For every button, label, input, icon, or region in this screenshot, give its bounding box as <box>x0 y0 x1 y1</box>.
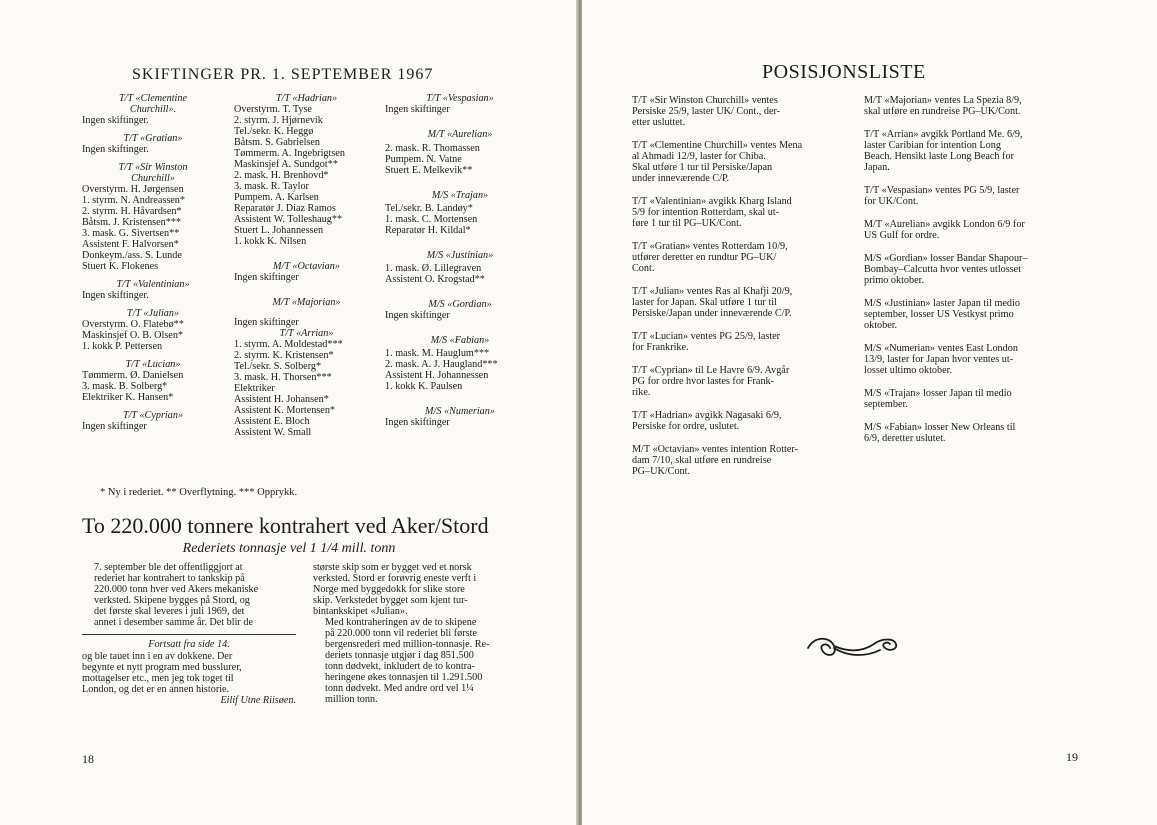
text-line: T/T «Hadrian» avgikk Nagasaki 6/9, <box>632 410 782 421</box>
position-entry <box>632 331 847 353</box>
text-line: PG for ordre hvor lastes for Frank- <box>632 376 775 387</box>
crew-line: Båtsm. S. Gabrielsen <box>234 137 321 148</box>
text-line: Skal utføre 1 tur til Persiske/Japan <box>632 162 773 173</box>
ship-name-cont: Churchill» <box>131 173 175 184</box>
crew-block <box>82 359 224 403</box>
ship-name: M/T «Majorian» <box>272 297 341 308</box>
crew-line: Ingen skiftinger <box>82 421 147 432</box>
text-line: tonn dødvekt, inkludert de to kontra- <box>325 661 475 672</box>
crew-column-2 <box>234 93 379 438</box>
text-line: T/T «Arrian» avgikk Portland Me. 6/9, <box>864 129 1023 140</box>
text-line: T/T «Lucian» ventes PG 25/9, laster <box>632 331 781 342</box>
crew-block <box>234 328 379 438</box>
crew-line: Maskinsjef O. B. Olsen* <box>82 330 184 341</box>
crew-line: 1. mask. C. Mortensen <box>385 214 478 225</box>
text-line: laster Caribian for intention Long <box>864 140 1001 151</box>
divider <box>82 634 296 635</box>
text-line: verksted. Stord er forøvrig eneste verft i <box>313 573 477 584</box>
crew-line: 1. kokk K. Paulsen <box>385 381 463 392</box>
text-line: Norge med byggedokk for slike store <box>313 584 465 595</box>
crew-column-3 <box>385 93 535 428</box>
crew-line: Overstyrm. O. Flatebø** <box>82 319 184 330</box>
ship-name: T/T «Hadrian» <box>275 93 338 104</box>
position-entry <box>864 343 1084 376</box>
crew-line: Tømmerm. A. Ingebrigtsen <box>234 148 345 159</box>
crew-line: 3. mask. G. Sivertsen** <box>82 228 180 239</box>
crew-line: Ingen skiftinger. <box>82 144 149 155</box>
text-line: Med kontraheringen av de to skipene <box>325 617 477 628</box>
text-line: det første skal leveres i juli 1969, det <box>94 606 245 617</box>
crew-line: 1. kokk K. Nilsen <box>234 236 307 247</box>
crew-line: Ingen skiftinger. <box>82 115 149 126</box>
crew-line: Ingen skiftinger <box>234 272 299 283</box>
text-line: heringene økes tonnasjen til 1.291.500 <box>325 672 483 683</box>
text-line: Bombay–Calcutta hvor ventes utlosset <box>864 264 1022 275</box>
crew-line: Assistent H. Johannessen <box>385 370 489 381</box>
text-line: al Ahmadi 12/9, laster for Chiba. <box>632 151 766 162</box>
text-line: verksted. Skipene bygges på Stord, og <box>94 595 250 606</box>
crew-block <box>385 190 535 236</box>
crew-line: Assistent E. Bloch <box>234 416 310 427</box>
crew-block <box>234 297 379 328</box>
text-line: losset ultimo oktober. <box>864 365 953 376</box>
text-line: under inneværende C/P. <box>632 173 730 184</box>
crew-line: 1. mask. M. Hauglum*** <box>385 348 490 359</box>
text-line: på 220.000 tonn vil rederiet bli første <box>325 628 477 639</box>
position-entry <box>864 129 1084 173</box>
text-line: begynte et nytt program med busslurer, <box>82 662 242 673</box>
author-signature: Eilif Utne Riisøen. <box>220 695 296 706</box>
crew-block <box>385 93 535 115</box>
crew-block <box>82 279 224 301</box>
text-line: Persiske/Japan under inneværende C/P. <box>632 308 792 319</box>
position-list-title: POSISJONSLISTE <box>762 61 926 83</box>
text-line: T/T «Valentinian» avgikk Kharg Island <box>632 196 792 207</box>
crew-block <box>385 299 535 321</box>
left-page <box>0 0 578 825</box>
crew-line: 3. mask. B. Solberg* <box>82 381 168 392</box>
text-line: US Gulf for ordre. <box>864 230 940 241</box>
crew-line: 2. styrm. K. Kristensen* <box>234 350 334 361</box>
ship-name: M/T «Aurelian» <box>427 129 493 140</box>
crew-line: Pumpem. N. Vatne <box>385 154 462 165</box>
crew-line: 1. kokk P. Pettersen <box>82 341 163 352</box>
text-line: tonn dødvekt. Med andre ord vel 1¼ <box>325 683 474 694</box>
ship-name: M/S «Numerian» <box>425 406 495 417</box>
ship-name: T/T «Cyprian» <box>122 410 184 421</box>
position-entry <box>864 388 1084 410</box>
text-line: Cont. <box>632 263 655 274</box>
crew-line: Assistent W. Small <box>234 427 312 438</box>
crew-column-1 <box>82 93 224 432</box>
text-line: september, losser US Vestkyst primo <box>864 309 1014 320</box>
position-entry <box>632 95 847 128</box>
crew-line: Elektriker <box>234 383 275 394</box>
page-number: 18 <box>82 752 94 766</box>
crew-line: Tel./sekr. S. Solberg* <box>234 361 322 372</box>
text-line: T/T «Julian» ventes Ras al Khafji 20/9, <box>632 286 793 297</box>
text-line: for Frankrike. <box>632 342 689 353</box>
ship-name: T/T «Valentinian» <box>116 279 190 290</box>
crew-block <box>385 335 535 392</box>
crew-line: Maskinsjef A. Sundgot** <box>234 159 338 170</box>
position-entry <box>632 365 847 398</box>
article-paragraph <box>313 562 527 617</box>
ship-name: M/T «Octavian» <box>273 261 340 272</box>
crew-line: Assistent H. Johansen* <box>234 394 329 405</box>
position-entry <box>864 185 1084 207</box>
text-line: bergensrederi med million-tonnasje. Re- <box>325 639 490 650</box>
crew-line: Båtsm. J. Kristensen*** <box>82 217 182 228</box>
text-line: 7. september ble det offentliggjort at <box>94 562 243 573</box>
article-subheadline: Rederiets tonnasje vel 1 1/4 mill. tonn <box>182 541 396 556</box>
text-line: 6/9, deretter uslutet. <box>864 433 946 444</box>
text-line: oktober. <box>864 320 898 331</box>
crew-block <box>385 406 535 428</box>
ship-name: M/S «Fabian» <box>430 335 490 346</box>
crew-line: 2. mask. H. Brenhovd* <box>234 170 329 181</box>
crew-line: 1. styrm. N. Andreassen* <box>82 195 185 206</box>
text-line: største skip som er bygget ved et norsk <box>313 562 472 573</box>
text-line: T/T «Cyprian» til Le Havre 6/9. Avgår <box>632 365 790 376</box>
text-line: rike. <box>632 387 651 398</box>
text-line: T/T «Sir Winston Churchill» ventes <box>632 95 778 106</box>
crew-block <box>82 410 224 432</box>
crew-block <box>385 250 535 285</box>
article-column-left <box>82 562 296 706</box>
ship-name: T/T «Gratian» <box>123 133 183 144</box>
article-paragraph <box>82 562 296 628</box>
crew-block <box>82 133 224 155</box>
continued-paragraph <box>82 651 296 695</box>
ship-name: M/S «Trajan» <box>431 190 489 201</box>
text-line: mottagelser etc., men jeg tok toget til <box>82 673 234 684</box>
crew-line: Elektriker K. Hansen* <box>82 392 174 403</box>
ship-name-cont: Churchill». <box>129 104 177 115</box>
crew-line: Assistent O. Krogstad** <box>385 274 485 285</box>
crew-line: 1. mask. Ø. Lillegraven <box>385 263 482 274</box>
crew-block <box>82 162 224 272</box>
crew-line: Ingen skiftinger <box>385 104 450 115</box>
ship-name: M/S «Gordian» <box>428 299 492 310</box>
text-line: 13/9, laster for Japan hvor ventes ut- <box>864 354 1014 365</box>
text-line: september. <box>864 399 908 410</box>
text-line: dam 7/10, skal utføre en rundreise <box>632 455 772 466</box>
ship-name: T/T «Clementine <box>118 93 187 104</box>
text-line: M/S «Justinian» laster Japan til medio <box>864 298 1020 309</box>
text-line: etter usluttet. <box>632 117 686 128</box>
crew-line: Tel./sekr. B. Landøy* <box>385 203 473 214</box>
position-entry <box>864 219 1084 241</box>
text-line: M/S «Numerian» ventes East London <box>864 343 1018 354</box>
article-headline: To 220.000 tonnere kontrahert ved Aker/Stord <box>82 513 489 538</box>
text-line: bintankskipet «Julian». <box>313 606 408 617</box>
crew-line: Tel./sekr. K. Heggø <box>234 126 314 137</box>
position-entry <box>864 298 1084 331</box>
crew-line: Ingen skiftinger. <box>82 290 149 301</box>
position-entry <box>632 140 847 184</box>
position-entry <box>632 444 847 477</box>
crew-block <box>385 129 535 176</box>
crew-line: Reparatør J. Diaz Ramos <box>234 203 336 214</box>
ship-name: T/T «Lucian» <box>125 359 181 370</box>
crew-line: Stuert E. Melkevik** <box>385 165 473 176</box>
crew-line: Stuert K. Flokenes <box>82 261 159 272</box>
position-entry <box>632 410 847 432</box>
text-line: T/T «Clementine Churchill» ventes Mena <box>632 140 803 151</box>
crew-block <box>82 308 224 352</box>
crew-line: 3. mask. R. Taylor <box>234 181 309 192</box>
text-line: og ble tauet inn i en av dokkene. Der <box>82 651 233 662</box>
continued-from-label: Fortsatt fra side 14. <box>148 639 230 650</box>
crew-line: Ingen skiftinger <box>234 317 299 328</box>
ship-name: T/T «Arrian» <box>279 328 334 339</box>
text-line: M/S «Gordian» losser Bandar Shapour– <box>864 253 1028 264</box>
text-line: M/T «Aurelian» avgikk London 6/9 for <box>864 219 1025 230</box>
text-line: M/S «Trajan» losser Japan til medio <box>864 388 1012 399</box>
crew-line: 2. mask. R. Thomassen <box>385 143 480 154</box>
position-column-1 <box>632 95 847 489</box>
crew-line: Reparatør H. Kildal* <box>385 225 471 236</box>
text-line: føre 1 tur til PG–UK/Cont. <box>632 218 742 229</box>
text-line: T/T «Gratian» ventes Rotterdam 10/9, <box>632 241 788 252</box>
crew-line: 2. styrm. J. Hjørnevik <box>234 115 323 126</box>
crew-block <box>234 261 379 283</box>
text-line: utfører deretter en rundtur PG–UK/ <box>632 252 777 263</box>
text-line: Beach. Hensikt laste Long Beach for <box>864 151 1014 162</box>
position-entry <box>632 286 847 319</box>
position-column-2 <box>864 95 1084 456</box>
crew-line: Assistent K. Mortensen* <box>234 405 336 416</box>
text-line: annet i desember samme år. Det blir de <box>94 617 253 628</box>
text-line: M/T «Majorian» ventes La Spezia 8/9, <box>864 95 1022 106</box>
position-entry <box>864 95 1084 117</box>
text-line: M/S «Fabian» losser New Orleans til <box>864 422 1016 433</box>
crew-changes-title: SKIFTINGER PR. 1. SEPTEMBER 1967 <box>132 66 434 83</box>
page-number: 19 <box>1066 750 1078 764</box>
crew-line: Donkeym./ass. S. Lunde <box>82 250 182 261</box>
crew-line: 3. mask. H. Thorsen*** <box>234 372 332 383</box>
article-column-right <box>313 562 527 705</box>
text-line: deriets tonnasje utgjør i dag 851.500 <box>325 650 474 661</box>
crew-line: Assistent W. Tolleshaug** <box>234 214 343 225</box>
text-line: skip. Verkstedet bygget som kjent tur- <box>313 595 468 606</box>
text-line: Japan. <box>864 162 890 173</box>
text-line: London, og det er en annen historie. <box>82 684 230 695</box>
crew-line: Stuert L. Johannessen <box>234 225 324 236</box>
text-line: T/T «Vespasian» ventes PG 5/9, laster <box>864 185 1020 196</box>
text-line: 220.000 tonn hver ved Akers mekaniske <box>94 584 259 595</box>
crew-line: 2. styrm. H. Håvardsen* <box>82 206 182 217</box>
position-entry <box>632 241 847 274</box>
ship-name: T/T «Vespasian» <box>426 93 494 104</box>
crew-line: Tømmerm. Ø. Danielsen <box>82 370 184 381</box>
text-line: for UK/Cont. <box>864 196 919 207</box>
crew-line: Overstyrm. T. Tyse <box>234 104 312 115</box>
position-entry <box>864 422 1084 444</box>
text-line: skal utføre en rundreise PG–UK/Cont. <box>864 106 1021 117</box>
text-line: million tonn. <box>325 694 378 705</box>
text-line: 5/9 for intention Rotterdam, skal ut- <box>632 207 780 218</box>
crew-line: 1. styrm. A. Moldestad*** <box>234 339 343 350</box>
crew-line: 2. mask. A. J. Haugland*** <box>385 359 498 370</box>
ship-name: T/T «Julian» <box>126 308 180 319</box>
crew-line: Ingen skiftinger <box>385 417 450 428</box>
crew-line: Ingen skiftinger <box>385 310 450 321</box>
legend-footnote: * Ny i rederiet. ** Overflytning. *** Opprykk. <box>100 487 298 498</box>
text-line: rederiet har kontrahert to tankskip på <box>94 573 245 584</box>
position-entry <box>632 196 847 229</box>
text-line: Persiske 25/9, laster UK/ Cont., der- <box>632 106 781 117</box>
flourish-ornament-icon <box>804 630 900 660</box>
crew-block <box>234 93 379 247</box>
position-entry <box>864 253 1084 286</box>
ship-name: M/S «Justinian» <box>426 250 494 261</box>
text-line: M/T «Octavian» ventes intention Rotter- <box>632 444 798 455</box>
crew-line: Overstyrm. H. Jørgensen <box>82 184 184 195</box>
text-line: laster for Japan. Skal utføre 1 tur til <box>632 297 777 308</box>
text-line: primo oktober. <box>864 275 924 286</box>
article-paragraph <box>313 617 527 705</box>
crew-block <box>82 93 224 126</box>
crew-line: Assistent F. Halvorsen* <box>82 239 179 250</box>
ship-name: T/T «Sir Winston <box>118 162 188 173</box>
right-page <box>582 0 1157 825</box>
crew-line: Pumpem. A. Karlsen <box>234 192 319 203</box>
text-line: Persiske for ordre, uslutet. <box>632 421 740 432</box>
text-line: PG–UK/Cont. <box>632 466 691 477</box>
